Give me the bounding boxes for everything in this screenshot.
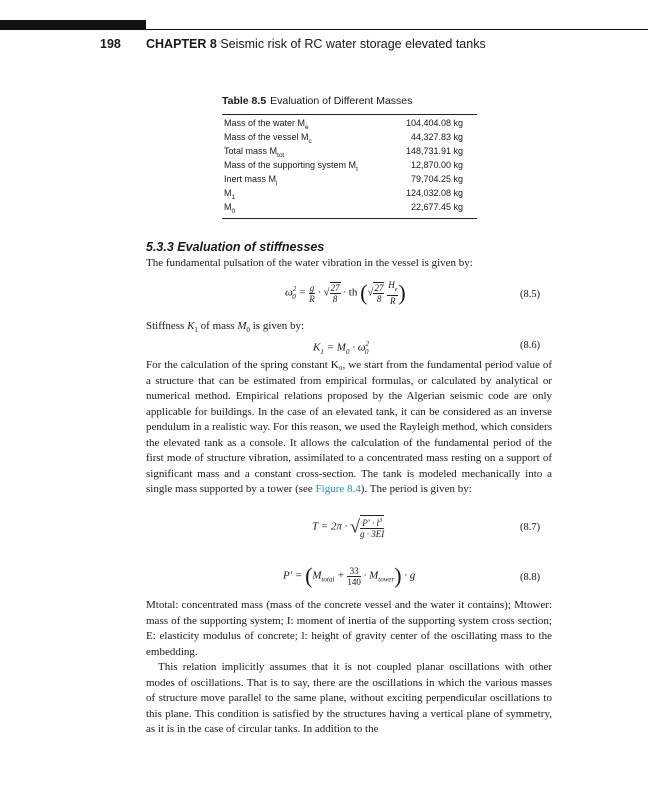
equation-8-5: $\omega^2_0$ = $\frac{g}{R}$ · √ $\frac{27}{8}$ · th (√ $\frac{27}{8}$ $\frac{H_e}{R}$ ) [285,280,406,306]
table-row-subscript: t [356,165,358,173]
paragraph-intro: The fundamental pulsation of the water vibration in the vessel is given by: [146,257,473,269]
table-row-value: 124,032.08 kg [405,188,463,198]
paragraph-stiffness: Stiffness $K_1$ of mass $M_0$ is given by: [146,320,305,335]
equation-8-6: $K_1 = M_0 \cdot \omega^2_0$ [313,340,369,356]
table-row-value: 79,704.25 kg [410,174,463,184]
table-row-value: 44,327.83 kg [410,132,463,142]
equation-number-8-5: (8.5) [520,289,541,300]
table-row [222,202,463,215]
table-row-subscript: e [305,123,309,131]
table-row-subscript: i [276,179,278,187]
table-top-rule [222,114,477,115]
table-row-label: Mass of the supporting system $M_t$ [224,160,358,173]
page-number: 198 [100,37,121,51]
chapter-heading [146,37,486,51]
table-row-subscript: 0 [231,207,236,215]
table-row-value: 148,731.91 kg [405,146,463,156]
table-row [222,160,463,173]
table-row-label: Total mass $M_{tot}$ [224,146,285,159]
table-row-label: $M_1$ [224,188,236,201]
header-rule [146,29,648,30]
table-label: Table 8.5 [222,95,267,107]
table-row-subscript: tot [277,151,285,159]
equation-number-8-7: (8.7) [520,522,541,533]
section-heading: 5.3.3 Evaluation of stiffnesses [146,240,325,254]
figure-link[interactable]: Figure 8.4 [315,483,361,495]
table-row-value: 12,870.00 kg [410,160,463,170]
table-row [222,146,463,159]
table-title: Evaluation of Different Masses [270,95,413,107]
paragraph-period: For the calculation of the spring constant K₀, we start from the fundamental period value of a structure that can be estimated from empirical formulas, or calculated by analytical or numerical method. Empirical relations proposed by the Algerian seismic code are only applicable for buildings. In the case of an elevated tank, it can be considered as an inverse pendulum in a realistic way. For this reason, we used the Rayleigh method, which considers the elevated tank as a console. It allows the calculation of the fundamental period of the first mode of structure vibration, assimilated to a concentrated mass resting on a support of significant mass and a constant cross-section. The tank is modeled mechanically into a single mass supported by a tower (see Figure 8.4). The period is given by: [146,359,552,495]
chapter-title: Seismic risk of RC water storage elevated tanks [220,37,486,51]
equation-8-8: $P' = (M_{total}$ + $\frac{33}{140}$ · $M_{tower}) \cdot g$ [283,563,416,588]
chapter-label: CHAPTER 8 [146,37,217,51]
table-row-label: $M_0$ [224,202,236,215]
table-row-subscript: c [308,137,312,145]
table-row [222,132,463,145]
header-bar [0,20,146,30]
table-row [222,188,463,201]
table-row-label: Mass of the vessel $M_c$ [224,132,312,145]
table-row-label: Inert mass $M_i$ [224,174,278,187]
table-caption [222,95,412,107]
table-row-subscript: 1 [231,193,236,201]
equation-8-7: T = 2π · √ $\frac{P' \cdot l^3}{g \cdot 3EI}$ [312,516,385,539]
table-bottom-rule [222,218,477,219]
equation-number-8-8: (8.8) [520,572,541,583]
table-row-value: 22,677.45 kg [410,202,463,212]
table-row [222,118,463,131]
equation-number-8-6: (8.6) [520,340,541,351]
paragraph-oscillations: This relation implicitly assumes that it is not coupled planar oscillations with other modes of oscillations. That is to say, there are the oscillations in which the various masses of structure move parallel to the same plane, without exciting perpendicular oscillations to this plane. This condition is satisfied by the structures having a vertical plane of symmetry, as it is in the case of circular tanks. In addition to the [146,661,552,735]
table-row-label: Mass of the water $M_e$ [224,118,309,131]
table-row-value: 104,404.08 kg [405,118,463,128]
table-row [222,174,463,187]
paragraph-definitions: Mtotal: concentrated mass (mass of the concrete vessel and the water it contains); Mtower: mass of the supporting system; I: moment of inertia of the supporting system cross section; E: elasticity modulus of concrete; l: height of gravity center of the oscillating mass to the embedding. [146,599,552,658]
